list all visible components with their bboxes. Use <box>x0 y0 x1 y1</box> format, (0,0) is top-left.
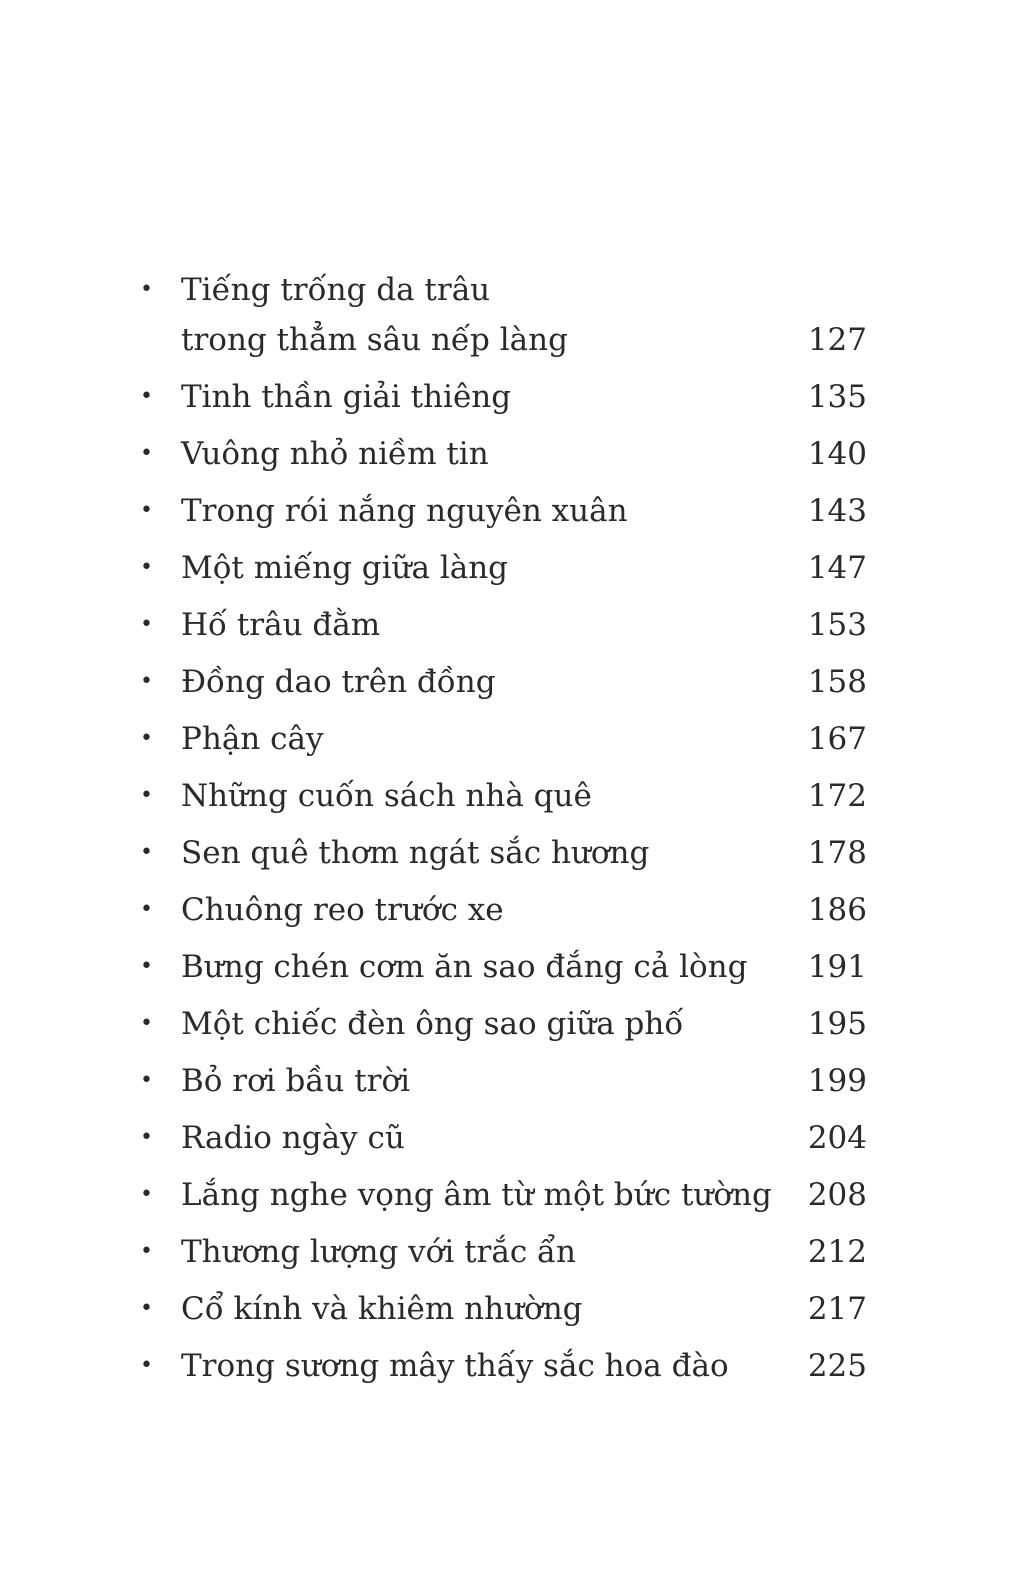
toc-entry-title: Hố trâu đằm <box>181 607 381 643</box>
toc-entry-page: 135 <box>807 379 867 415</box>
toc-entry-page: 199 <box>807 1063 867 1099</box>
toc-entry-title: Một miếng giữa làng <box>181 550 509 586</box>
toc-entry-title: Những cuốn sách nhà quê <box>181 778 592 814</box>
toc-entry <box>0 1229 1024 1286</box>
toc-entry-title: Phận cây <box>181 721 324 757</box>
bullet-icon: • <box>140 1068 153 1093</box>
toc-entry-page: 158 <box>807 664 867 700</box>
toc-entry-page: 204 <box>807 1120 867 1156</box>
bullet-icon: • <box>140 1011 153 1036</box>
toc-entry-title: Lắng nghe vọng âm từ một bức tường <box>181 1177 772 1213</box>
toc-entry <box>0 1172 1024 1229</box>
toc-entry <box>0 1115 1024 1172</box>
bullet-icon: • <box>140 498 153 523</box>
bullet-icon: • <box>140 726 153 751</box>
toc-entry <box>0 374 1024 431</box>
toc-entry-title: Sen quê thơm ngát sắc hương <box>181 835 650 871</box>
toc-entry <box>0 267 1024 374</box>
toc-entry-page: 191 <box>807 949 867 985</box>
toc-entry <box>0 1001 1024 1058</box>
toc-entry-title: Một chiếc đèn ông sao giữa phố <box>181 1006 684 1042</box>
toc-entry-title: Thương lượng với trắc ẩn <box>181 1234 577 1270</box>
toc-entry <box>0 716 1024 773</box>
bullet-icon: • <box>140 669 153 694</box>
toc-entry-page: 143 <box>807 493 867 529</box>
bullet-icon: • <box>140 840 153 865</box>
bullet-icon: • <box>140 1296 153 1321</box>
toc-entry <box>0 488 1024 545</box>
toc-entry-title-line: Tiếng trống da trâu <box>181 272 491 308</box>
toc-entry <box>0 431 1024 488</box>
toc-entry-page: 217 <box>807 1291 867 1327</box>
toc-entry-title: Trong sương mây thấy sắc hoa đào <box>181 1348 729 1384</box>
toc-entry-title: Cổ kính và khiêm nhường <box>181 1291 583 1327</box>
toc-entry-page: 186 <box>807 892 867 928</box>
bullet-icon: • <box>140 1239 153 1264</box>
toc-entry-page: 178 <box>807 835 867 871</box>
toc-entry-page: 153 <box>807 607 867 643</box>
toc-entry-page: 127 <box>807 322 867 358</box>
bullet-icon: • <box>140 897 153 922</box>
bullet-icon: • <box>140 277 153 302</box>
toc-entry-title <box>181 267 781 367</box>
toc-entry-page: 212 <box>807 1234 867 1270</box>
toc-entry-title: Đồng dao trên đồng <box>181 664 496 700</box>
table-of-contents <box>0 267 1024 1400</box>
toc-entry-page: 140 <box>807 436 867 472</box>
bullet-icon: • <box>140 954 153 979</box>
toc-entry <box>0 1343 1024 1400</box>
bullet-icon: • <box>140 441 153 466</box>
toc-entry-page: 147 <box>807 550 867 586</box>
bullet-icon: • <box>140 1182 153 1207</box>
toc-entry <box>0 659 1024 716</box>
bullet-icon: • <box>140 612 153 637</box>
toc-entry-title: Radio ngày cũ <box>181 1120 405 1156</box>
toc-entry <box>0 1058 1024 1115</box>
bullet-icon: • <box>140 384 153 409</box>
bullet-icon: • <box>140 1125 153 1150</box>
toc-entry <box>0 887 1024 944</box>
toc-entry-title: Bưng chén cơm ăn sao đắng cả lòng <box>181 949 748 985</box>
toc-entry-title: Bỏ rơi bầu trời <box>181 1063 411 1099</box>
toc-entry-title-line: trong thẳm sâu nếp làng <box>181 322 568 358</box>
toc-entry <box>0 1286 1024 1343</box>
toc-entry <box>0 830 1024 887</box>
toc-entry <box>0 773 1024 830</box>
toc-entry-page: 225 <box>807 1348 867 1384</box>
bullet-icon: • <box>140 783 153 808</box>
toc-entry-title: Chuông reo trước xe <box>181 892 504 928</box>
bullet-icon: • <box>140 1353 153 1378</box>
toc-entry-title: Tinh thần giải thiêng <box>181 379 512 415</box>
toc-entry <box>0 602 1024 659</box>
toc-entry-page: 208 <box>807 1177 867 1213</box>
toc-entry <box>0 944 1024 1001</box>
toc-entry-page: 167 <box>807 721 867 757</box>
toc-entry-page: 172 <box>807 778 867 814</box>
toc-entry <box>0 545 1024 602</box>
toc-entry-title: Trong rói nắng nguyên xuân <box>181 493 628 529</box>
toc-entry-title: Vuông nhỏ niềm tin <box>181 436 489 472</box>
toc-entry-page: 195 <box>807 1006 867 1042</box>
bullet-icon: • <box>140 555 153 580</box>
